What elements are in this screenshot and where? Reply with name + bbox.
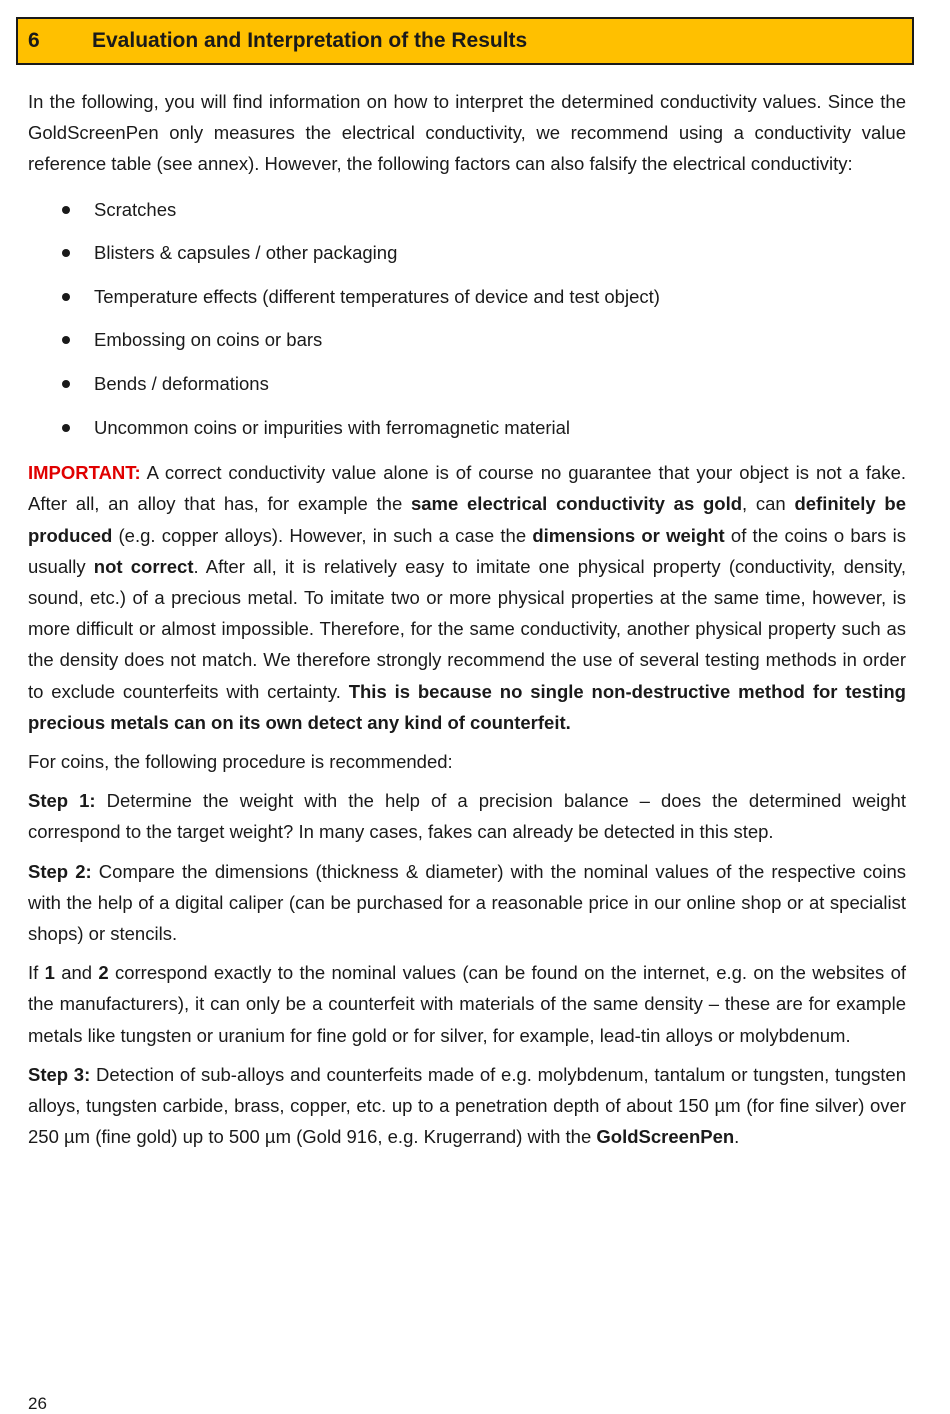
text-span: of the coins o bars is usually bbox=[28, 524, 906, 577]
procedure-intro: For coins, the following procedure is recommended: bbox=[28, 751, 453, 772]
list-item: Bends / deformations bbox=[28, 362, 906, 406]
list-item: Uncommon coins or impurities with ferromagnetic material bbox=[28, 406, 906, 450]
text-span: A correct conductivity value alone is of course no guarantee that your object is not a fake. After all, an alloy that has, for example the bbox=[28, 462, 906, 515]
section-header bbox=[16, 17, 914, 65]
section-number: 6 bbox=[28, 29, 40, 52]
text-span: Detection of sub-alloys and counterfeits made of e.g. molybdenum, tantalum or tungsten, tungsten alloys, tungsten carbide, brass, copper, etc. up to a penetration depth of about 150 µm (for fine silver) over 250 µm (fine gold) up to 500 µm (Gold 916, e.g. Krugerrand) with the bbox=[28, 1063, 906, 1148]
text-span: . After all, it is relatively easy to imitate one physical property (conductivity, density, sound, etc.) of a precious metal. To imitate two or more physical properties at the same time, however, is more difficult or almost impossible. Therefore, for the same conductivity, another physical property such as the density does not match. We therefore strongly recommend the use of several testing methods in order to exclude counterfeits with certainty. bbox=[28, 555, 906, 702]
bold-span: This is because no single non-destructive method for testing precious metals can on its own detect any kind of counterfeit. bbox=[28, 680, 906, 733]
list-item: Scratches bbox=[28, 188, 906, 232]
list-item: Blisters & capsules / other packaging bbox=[28, 231, 906, 275]
step-2-paragraph bbox=[28, 856, 906, 950]
bold-span: not correct bbox=[93, 555, 194, 577]
text-span: Determine the weight with the help of a precision balance – does the determined weight correspond to the target weight? In many cases, fakes can already be detected in this step. bbox=[28, 790, 906, 843]
document-body bbox=[28, 86, 906, 1160]
text-span: and bbox=[54, 962, 99, 984]
intro-paragraph: In the following, you will find information on how to interpret the determined conductivity values. Since the GoldScreenPen only measures the electrical conductivity, we recommend using a conductivity value reference table (see annex). However, the following factors can also falsify the electrical conductivity: bbox=[28, 91, 906, 175]
bold-span: same electrical conductivity as gold bbox=[410, 493, 743, 515]
important-label: IMPORTANT: bbox=[28, 462, 141, 484]
bold-span: GoldScreenPen bbox=[596, 1126, 735, 1148]
text-span: . bbox=[734, 1126, 740, 1148]
text-span: (e.g. copper alloys). However, in such a case the bbox=[112, 524, 533, 546]
text-span: If bbox=[28, 962, 45, 984]
text-span: , can bbox=[742, 493, 795, 515]
text-span: Compare the dimensions (thickness & diameter) with the nominal values of the respective coins with the help of a digital caliper (can be purchased for a reasonable price in our online shop or at specialist shops) or stencils. bbox=[28, 860, 907, 945]
factor-list bbox=[28, 188, 906, 450]
list-item: Temperature effects (different temperatures of device and test object) bbox=[28, 275, 906, 319]
step-label: Step 3: bbox=[28, 1063, 91, 1085]
bold-span: 1 bbox=[44, 962, 55, 984]
bold-span: dimensions or weight bbox=[532, 524, 725, 546]
text-span: correspond exactly to the nominal values (can be found on the internet, e.g. on the websites of the manufacturers), it can only be a counterfeit with materials of the same density – these are for example metals like tungsten or uranium for fine gold or for silver, for example, lead-tin alloys or molybdenum. bbox=[28, 962, 906, 1046]
bold-span: 2 bbox=[98, 962, 109, 984]
condition-paragraph bbox=[28, 957, 906, 1051]
important-paragraph bbox=[28, 457, 906, 738]
section-title: Evaluation and Interpretation of the Results bbox=[92, 29, 528, 52]
step-label: Step 2: bbox=[28, 860, 92, 882]
step-label: Step 1: bbox=[28, 790, 96, 812]
step-1-paragraph bbox=[28, 785, 906, 847]
page-number: 26 bbox=[28, 1394, 47, 1413]
list-item: Embossing on coins or bars bbox=[28, 318, 906, 362]
step-3-paragraph bbox=[28, 1059, 906, 1153]
bold-span: definitely be produced bbox=[28, 493, 906, 546]
